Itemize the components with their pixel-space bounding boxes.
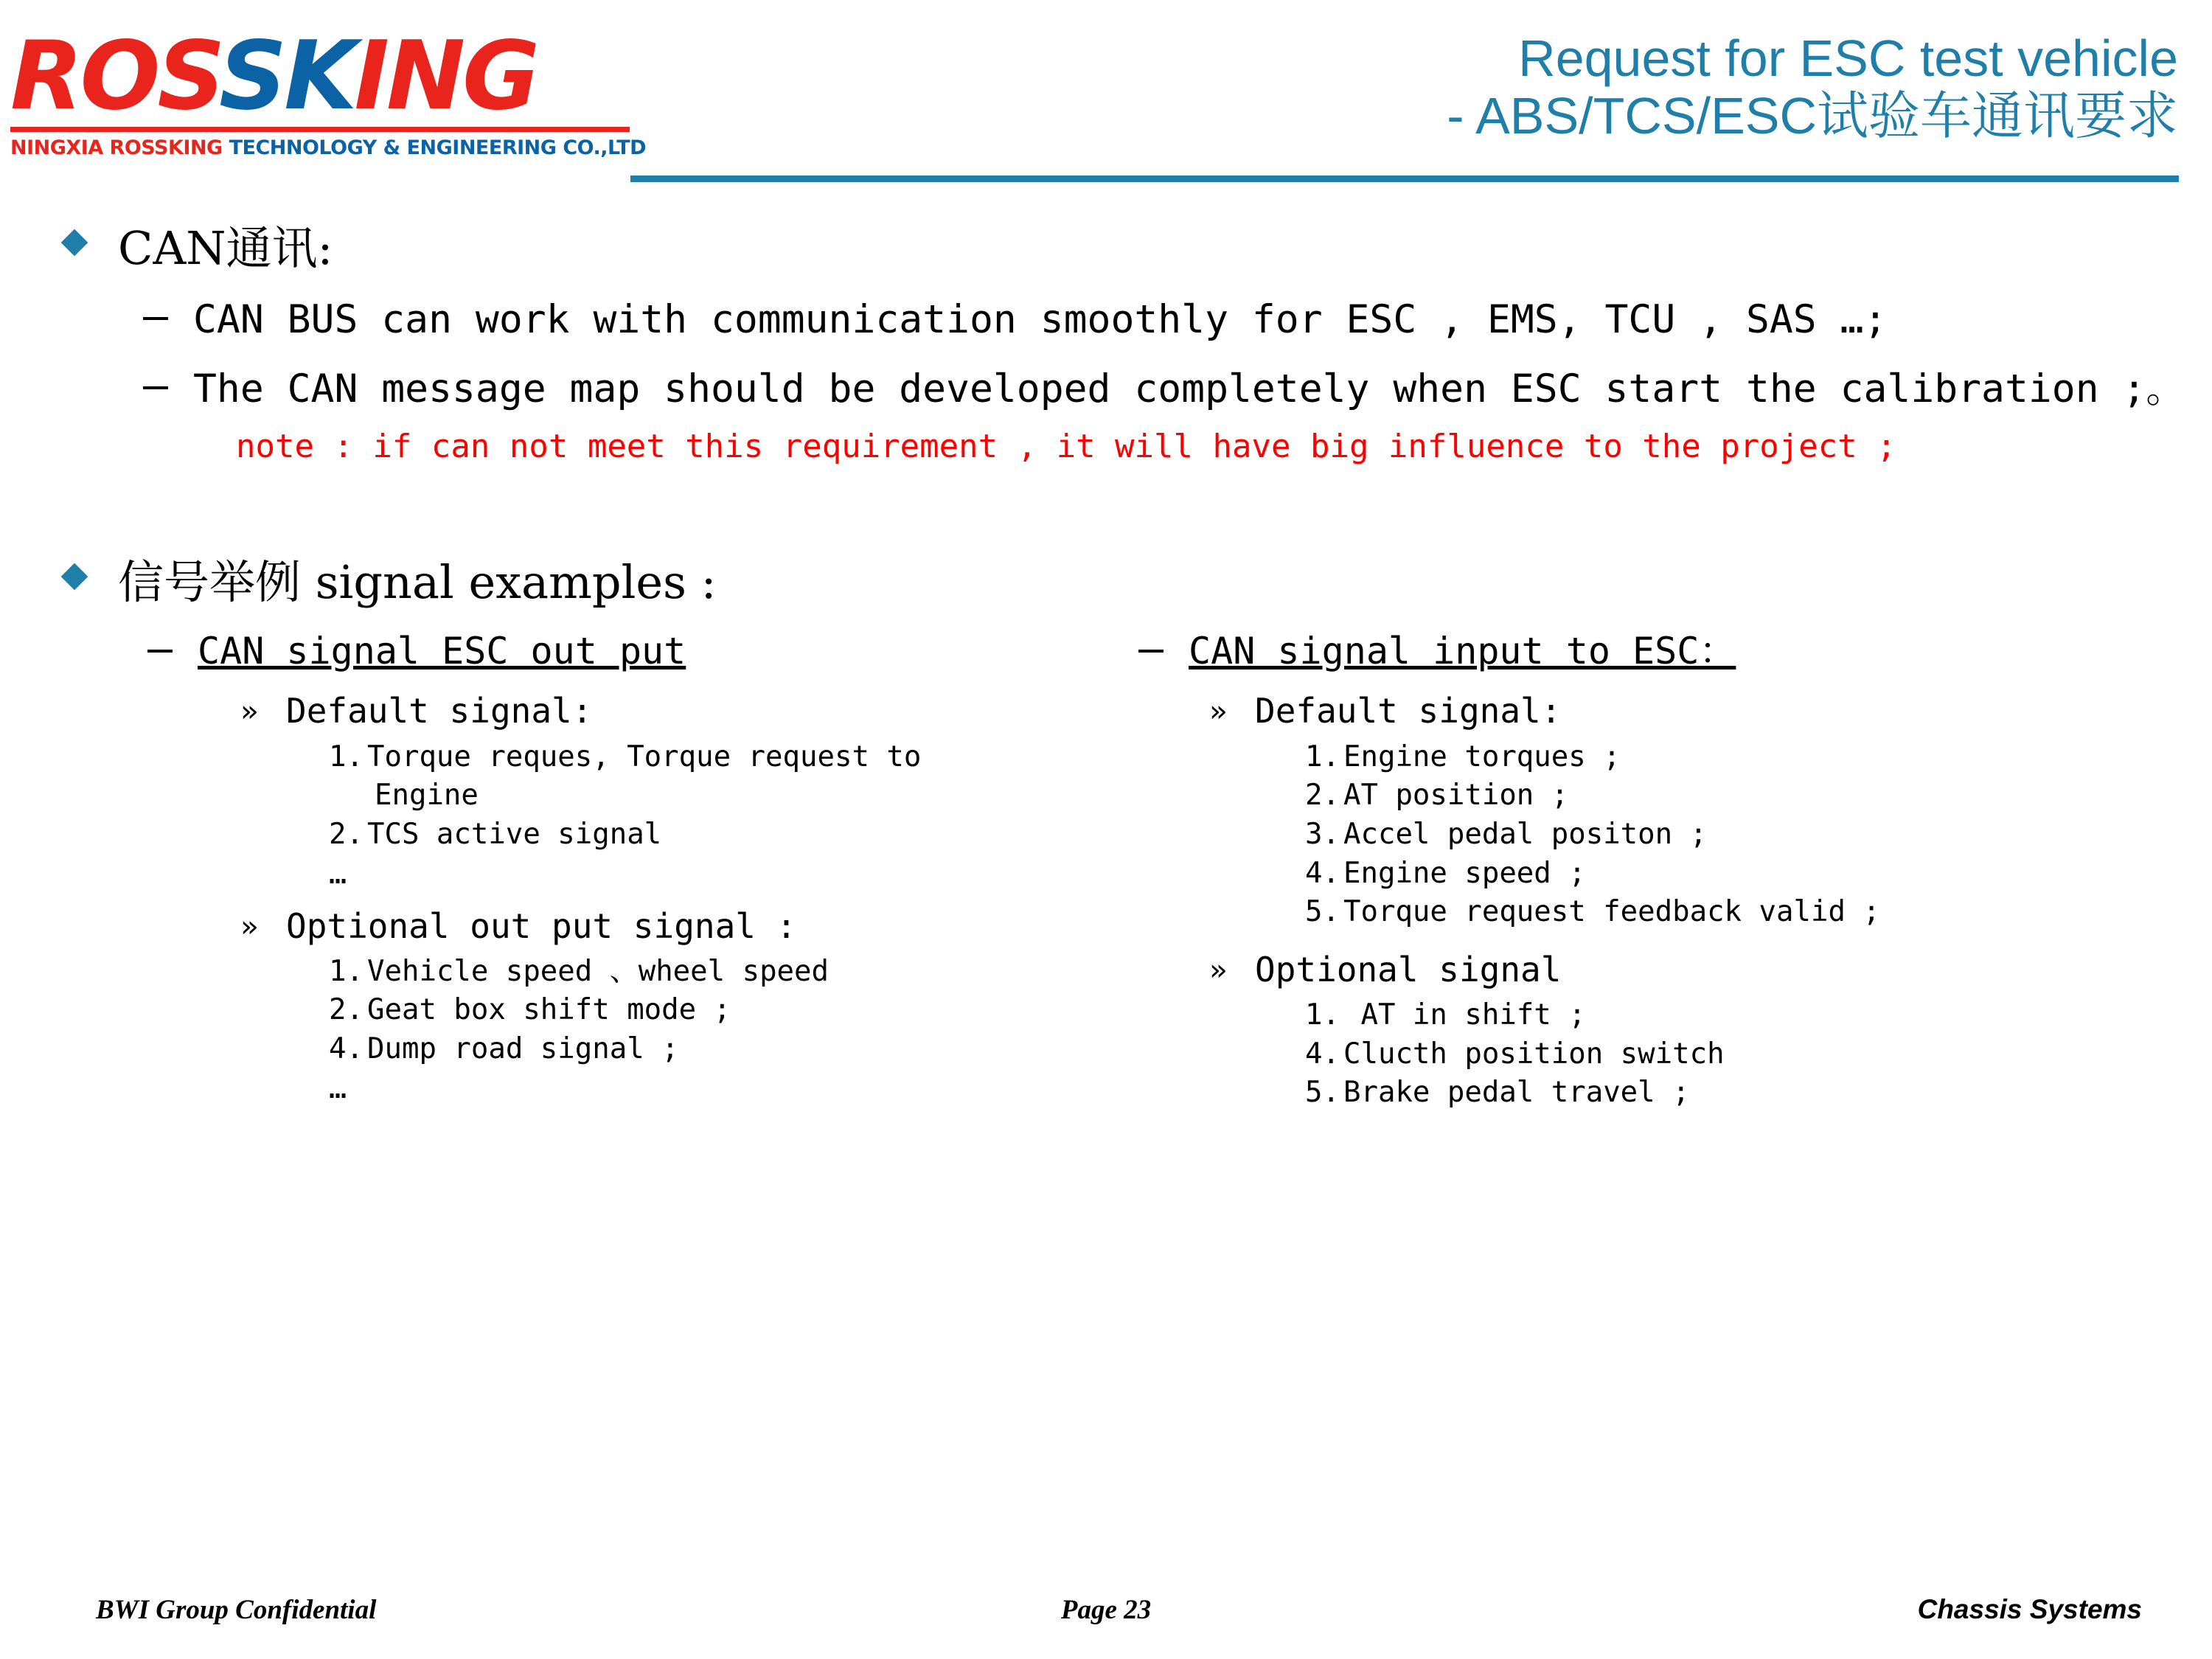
column-right-title (1135, 629, 2153, 673)
column-esc-input (1135, 629, 2153, 1113)
list-item-text: Vehicle speed 、wheel speed (367, 954, 829, 988)
spacer (0, 467, 2212, 555)
left-group-2-items (329, 953, 1125, 1069)
logo-subtitle-part1: NINGXIA ROSSKING (10, 136, 229, 159)
chevron-bullet-icon: » (240, 695, 259, 729)
right-group-1-items (1305, 738, 2153, 932)
list-item-number: 5. (1305, 1076, 1340, 1110)
diamond-bullet-icon (61, 229, 88, 257)
list-item-number: 2. (329, 993, 364, 1027)
section-1-note: note : if can not meet this requirement , it will have big influence to the project ; (236, 428, 1896, 466)
slide-title-line-2: - ABS/TCS/ESC试验车通讯要求 (1447, 87, 2178, 145)
logo-wordmark-part3: ING (354, 21, 538, 131)
list-item-text: Torque request feedback valid ; (1343, 895, 1880, 929)
dash-bullet-icon (1138, 650, 1164, 653)
logo-wordmark-part1: ROS (10, 21, 219, 131)
list-item (1305, 855, 2153, 894)
list-item-number: 1. (329, 954, 364, 988)
list-item-number: 5. (1305, 895, 1340, 929)
slide-title (1447, 29, 2178, 145)
list-item (1305, 776, 2153, 815)
list-item (329, 1030, 1125, 1069)
column-esc-output (145, 629, 1125, 1105)
logo-wordmark-part2: SK (219, 21, 355, 131)
left-group-1-items (329, 738, 1125, 855)
section-2-heading-text: 信号举例 signal examples : (118, 555, 717, 610)
list-item-text: AT in shift ; (1343, 998, 1586, 1032)
list-item-number: 1. (329, 740, 364, 773)
dash-bullet-icon (147, 650, 173, 653)
slide-footer (0, 1594, 2212, 1631)
column-right-title-text: CAN signal input to ESC： (1189, 630, 1736, 673)
slide-title-line-1: Request for ESC test vehicle (1518, 29, 2178, 87)
company-logo (10, 21, 647, 159)
list-item-number: 2. (1305, 779, 1340, 813)
list-item (329, 991, 1125, 1030)
list-item-text: Dump road signal ; (367, 1032, 679, 1066)
left-group-2-label (240, 906, 1125, 947)
list-item-number: 2. (329, 817, 364, 851)
right-group-1-label (1209, 691, 2153, 731)
list-item-text: Geat box shift mode ; (367, 993, 731, 1027)
list-item (1305, 893, 2153, 932)
left-group-1-ellipsis: … (329, 856, 349, 891)
list-item (329, 953, 1125, 992)
list-item (1305, 1035, 2153, 1074)
dash-bullet-icon (143, 317, 168, 320)
section-2-heading (53, 555, 2212, 610)
list-item-number: 4. (1305, 856, 1340, 890)
list-item-text: Accel pedal positon ; (1343, 817, 1708, 851)
list-item (1305, 996, 2153, 1035)
left-group-1-label (240, 691, 1125, 731)
logo-subtitle (10, 136, 647, 159)
left-group-2-ellipsis: … (329, 1071, 349, 1105)
slide-header (0, 0, 2212, 190)
list-item-text: TCS active signal (367, 817, 662, 851)
list-item-number: 3. (1305, 817, 1340, 851)
right-group-2-items (1305, 996, 2153, 1113)
list-item-text: Torque reques, Torque request to (367, 740, 922, 773)
section-1-item-1-text: CAN BUS can work with communication smoothly for ESC , EMS, TCU , SAS …; (193, 297, 1888, 343)
title-underline (630, 175, 2179, 182)
right-group-1-label-text: Default signal: (1255, 691, 1562, 731)
chevron-bullet-icon: » (240, 909, 259, 944)
list-item-text: Brake pedal travel ; (1343, 1076, 1690, 1110)
right-group-2-label-text: Optional signal (1255, 949, 1562, 990)
list-item (329, 815, 1125, 855)
footer-department: Chassis Systems (1917, 1594, 2142, 1624)
chevron-bullet-icon: » (1209, 695, 1228, 729)
list-item-continuation: Engine (375, 779, 479, 813)
diamond-bullet-icon (61, 563, 88, 591)
list-item-number: 1. (1305, 740, 1340, 773)
list-item (1305, 815, 2153, 855)
slide-content (0, 221, 2212, 1110)
list-item-number: 1. (1305, 998, 1340, 1032)
section-1-item-2-text: The CAN message map should be developed completely when ESC start the calibration ;。 (193, 366, 2185, 412)
right-group-2-label (1209, 950, 2153, 990)
list-item (1305, 1074, 2153, 1113)
list-item-text: Engine speed ; (1343, 856, 1586, 890)
logo-wordmark (10, 21, 644, 131)
chevron-bullet-icon: » (1209, 953, 1228, 987)
section-1-item-2 (140, 364, 2212, 414)
list-item-text: Engine torques ; (1343, 740, 1621, 773)
list-item-text: Clucth position switch (1343, 1037, 1725, 1071)
column-left-title-text: CAN signal ESC out put (198, 630, 686, 673)
column-left-title (145, 629, 1125, 673)
left-group-2-label-text: Optional out put signal : (286, 905, 797, 946)
section-1-heading (53, 221, 2212, 276)
footer-confidentiality: BWI Group Confidential (96, 1595, 377, 1625)
section-1-heading-text: CAN通讯: (118, 221, 333, 275)
list-item (329, 738, 1125, 815)
left-group-1-label-text: Default signal: (286, 691, 593, 731)
list-item-number: 4. (329, 1032, 364, 1066)
footer-page-number: Page 23 (1060, 1595, 1152, 1625)
section-1-item-1 (140, 295, 2212, 345)
list-item-text: AT position ; (1343, 779, 1569, 813)
list-item (1305, 738, 2153, 777)
list-item-number: 4. (1305, 1037, 1340, 1071)
logo-subtitle-part2: TECHNOLOGY & ENGINEERING CO.,LTD (229, 136, 647, 159)
dash-bullet-icon (143, 386, 168, 389)
